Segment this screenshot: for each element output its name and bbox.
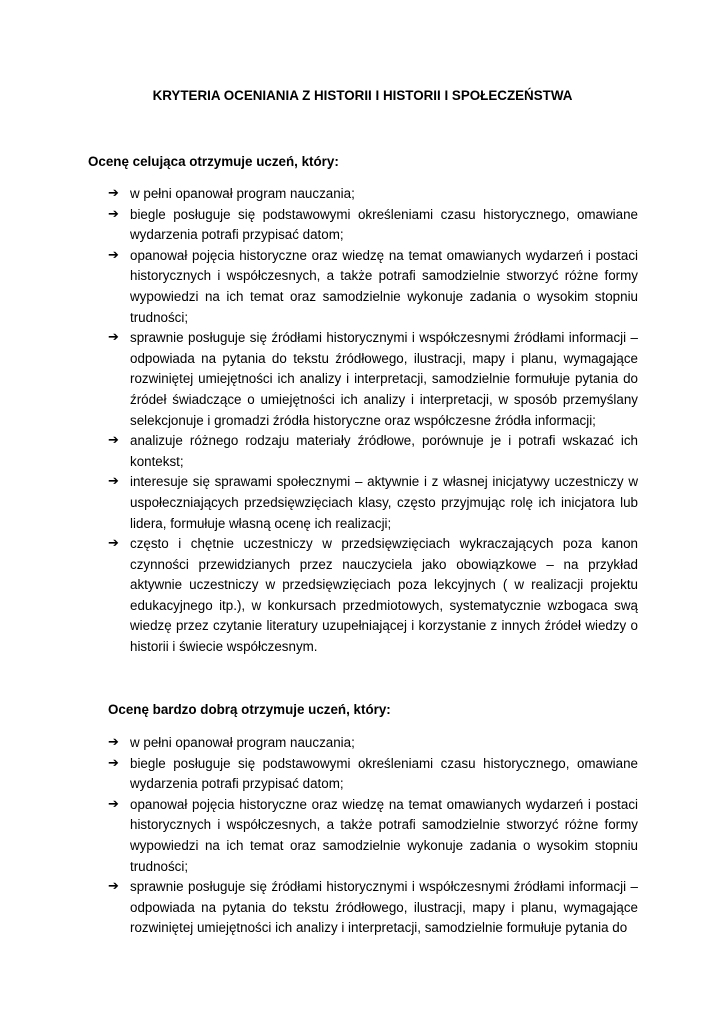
list-item-text: sprawnie posługuje się źródłami historycznymi i współczesnymi źródłami informacji – odpowiada na pytania do tekstu źródłowego, ilustracji, mapy i planu, wymagające rozwiniętej umiejętności ich analizy i interpretacji, samodzielnie formułuje pytania do źródeł świadczące o umiejętności ich analizy i interpretacji, w sposób przemyślany selekcjonuje i gromadzi źródła historyczne oraz współczesne źródła informacji;	[130, 330, 638, 428]
list-item	[108, 205, 638, 246]
list-item	[108, 246, 638, 328]
criteria-list-celujaca	[108, 184, 638, 658]
list-item	[108, 733, 638, 754]
list-item	[108, 472, 638, 534]
list-item	[108, 431, 638, 472]
list-item-text: opanował pojęcia historyczne oraz wiedzę na temat omawianych wydarzeń i postaci historycznych i współczesnych, a także potrafi samodzielnie stworzyć różne formy wypowiedzi na ich temat oraz samodzielnie wykonuje zadania o wysokim stopniu trudności;	[130, 247, 638, 325]
list-item-text: analizuje różnego rodzaju materiały źródłowe, porównuje je i potrafi wskazać ich kontekst;	[130, 433, 638, 469]
list-item	[108, 328, 638, 431]
section-heading-celujaca: Ocenę celująca otrzymuje uczeń, który:	[88, 154, 339, 169]
arrow-right-icon: ➔	[108, 755, 119, 771]
list-item	[108, 184, 638, 205]
arrow-right-icon: ➔	[108, 879, 119, 895]
list-item-text: sprawnie posługuje się źródłami historycznymi i współczesnymi źródłami informacji – odpowiada na pytania do tekstu źródłowego, ilustracji, mapy i planu, wymagające rozwiniętej umiejętności ich analizy i interpretacji, samodzielnie formułuje pytania do	[130, 879, 638, 936]
arrow-right-icon: ➔	[108, 796, 119, 812]
arrow-right-icon: ➔	[108, 186, 119, 201]
arrow-right-icon: ➔	[108, 206, 119, 222]
document-title: KRYTERIA OCENIANIA Z HISTORII I HISTORII I SPOŁECZEŃSTWA	[152, 88, 573, 103]
list-item	[108, 795, 638, 877]
arrow-right-icon: ➔	[108, 330, 119, 346]
list-item-text: opanował pojęcia historyczne oraz wiedzę na temat omawianych wydarzeń i postaci historycznych i współczesnych, a także potrafi samodzielnie stworzyć różne formy wypowiedzi na ich temat oraz samodzielnie wykonuje zadania o wysokim stopniu trudności;	[130, 796, 638, 874]
list-item-text: często i chętnie uczestniczy w przedsięwzięciach wykraczających poza kanon czynności przewidzianych przez nauczyciela jako obowiązkowe – na przykład aktywnie uczestniczy w przedsięwzięciach poza lekcyjnych ( w realizacji projektu edukacyjnego itp.), w konkursach przedmiotowych, systematycznie wzbogaca swą wiedzę przez czytanie literatury uzupełniającej i korzystanie z innych źródeł wiedzy o historii i świecie współczesnym.	[130, 536, 638, 655]
arrow-right-icon: ➔	[108, 735, 119, 750]
criteria-list-bardzo-dobra	[108, 733, 638, 939]
arrow-right-icon: ➔	[108, 474, 119, 490]
list-item	[108, 877, 638, 939]
list-item-text: biegle posługuje się podstawowymi określeniami czasu historycznego, omawiane wydarzenia potrafi przypisać datom;	[130, 206, 638, 243]
arrow-right-icon: ➔	[108, 247, 119, 263]
list-item-text: w pełni opanował program nauczania;	[130, 186, 355, 201]
list-item-text: w pełni opanował program nauczania;	[130, 735, 355, 750]
list-item	[108, 534, 638, 658]
list-item	[108, 754, 638, 795]
arrow-right-icon: ➔	[108, 433, 119, 449]
list-item-text: interesuje się sprawami społecznymi – aktywnie i z własnej inicjatywy uczestniczy w uspołeczniających przedsięwzięciach klasy, często przyjmując rolę ich inicjatora lub lidera, formułuje własną ocenę ich realizacji;	[130, 474, 638, 531]
section-heading-bardzo-dobra: Ocenę bardzo dobrą otrzymuje uczeń, który:	[108, 702, 391, 717]
list-item-text: biegle posługuje się podstawowymi określeniami czasu historycznego, omawiane wydarzenia potrafi przypisać datom;	[130, 755, 638, 792]
arrow-right-icon: ➔	[108, 536, 119, 552]
